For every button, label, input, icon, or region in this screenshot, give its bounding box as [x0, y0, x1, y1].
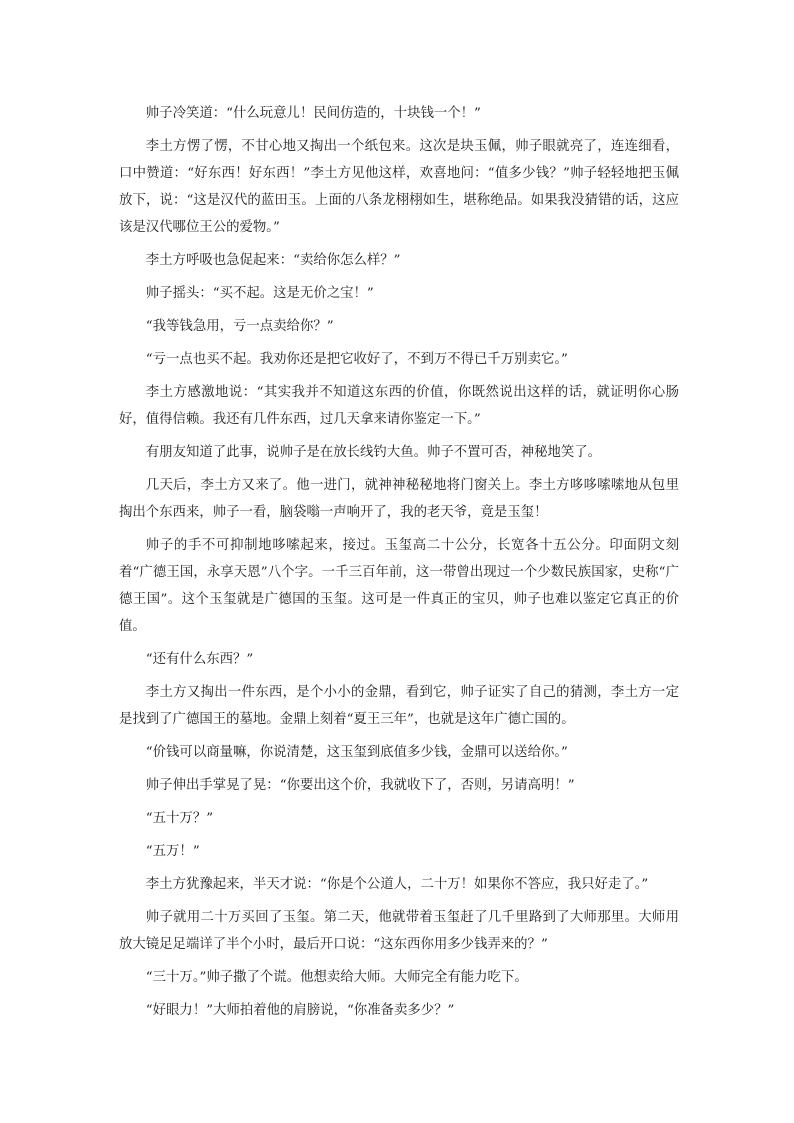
paragraph: “五万！”	[145, 844, 200, 859]
paragraph: 几天后，李土方又来了。他一进门，就神神秘秘地将门窗关上。李土方哆哆嗦嗦地从包里掏出个东西来，帅子一看，脑袋嗡一声响开了，我的老天爷，竟是玉玺！	[119, 478, 679, 520]
paragraph: 李土方犹豫起来，半天才说：“你是个公道人，二十万！如果你不答应，我只好走了。”	[145, 877, 649, 892]
paragraph: “还有什么东西？”	[145, 652, 254, 667]
paragraph: “我等钱急用，亏一点卖给你？”	[145, 319, 334, 334]
paragraph: “好眼力！”大师拍着他的肩膀说，“你准备卖多少？”	[145, 1003, 455, 1018]
paragraph: 帅子摇头：“买不起。这是无价之宝！”	[145, 286, 374, 301]
document-body	[119, 100, 679, 1024]
paragraph: “五十万？”	[145, 811, 214, 826]
paragraph: 李土方呼吸也急促起来：“卖给你怎么样？”	[145, 253, 401, 268]
paragraph: “价钱可以商量嘛，你说清楚，这玉玺到底值多少钱，金鼎可以送给你。”	[145, 745, 568, 760]
paragraph: 有朋友知道了此事，说帅子是在放长线钓大鱼。帅子不置可否，神秘地笑了。	[145, 445, 602, 460]
paragraph: 帅子伸出手掌晃了晃：“你要出这个价，我就收下了，否则，另请高明！”	[145, 778, 575, 793]
paragraph: 李土方感激地说：“其实我并不知道这东西的价值，你既然说出这样的话，就证明你心肠好，值得信赖。我还有几件东西，过几天拿来请你鉴定一下。”	[119, 385, 679, 427]
paragraph: 帅子的手不可抑制地哆嗦起来，接过。玉玺高二十公分，长宽各十五公分。印面阴文刻着“广德王国，永享天恩”八个字。一千三百年前，这一带曾出现过一个少数民族国家，史称“广德王国”。这个玉玺就是广德国的玉玺。这可是一件真正的宝贝，帅子也难以鉴定它真正的价值。	[119, 538, 679, 634]
paragraph: “亏一点也买不起。我劝你还是把它收好了，不到万不得已千万别卖它。”	[145, 352, 568, 367]
paragraph: 帅子就用二十万买回了玉玺。第二天，他就带着玉玺赶了几千里路到了大师那里。大师用放大镜足足端详了半个小时，最后开口说：“这东西你用多少钱弄来的？”	[119, 910, 679, 952]
paragraph: “三十万。”帅子撒了个谎。他想卖给大师。大师完全有能力吃下。	[145, 970, 528, 985]
paragraph: 李土方又掏出一件东西，是个小小的金鼎，看到它，帅子证实了自己的猜测，李土方一定是找到了广德国王的墓地。金鼎上刻着“夏王三年”，也就是这年广德亡国的。	[119, 685, 679, 727]
paragraph: 李土方愣了愣，不甘心地又掏出一个纸包来。这次是块玉佩，帅子眼就亮了，连连细看，口中赞道：“好东西！好东西！”李土方见他这样，欢喜地问：“值多少钱？”帅子轻轻地把玉佩放下，说：“这是汉代的蓝田玉。上面的八条龙栩栩如生，堪称绝品。如果我没猜错的话，这应该是汉代哪位王公的爱物。”	[119, 139, 679, 235]
paragraph: 帅子冷笑道：“什么玩意儿！民间仿造的，十块钱一个！”	[145, 106, 481, 121]
